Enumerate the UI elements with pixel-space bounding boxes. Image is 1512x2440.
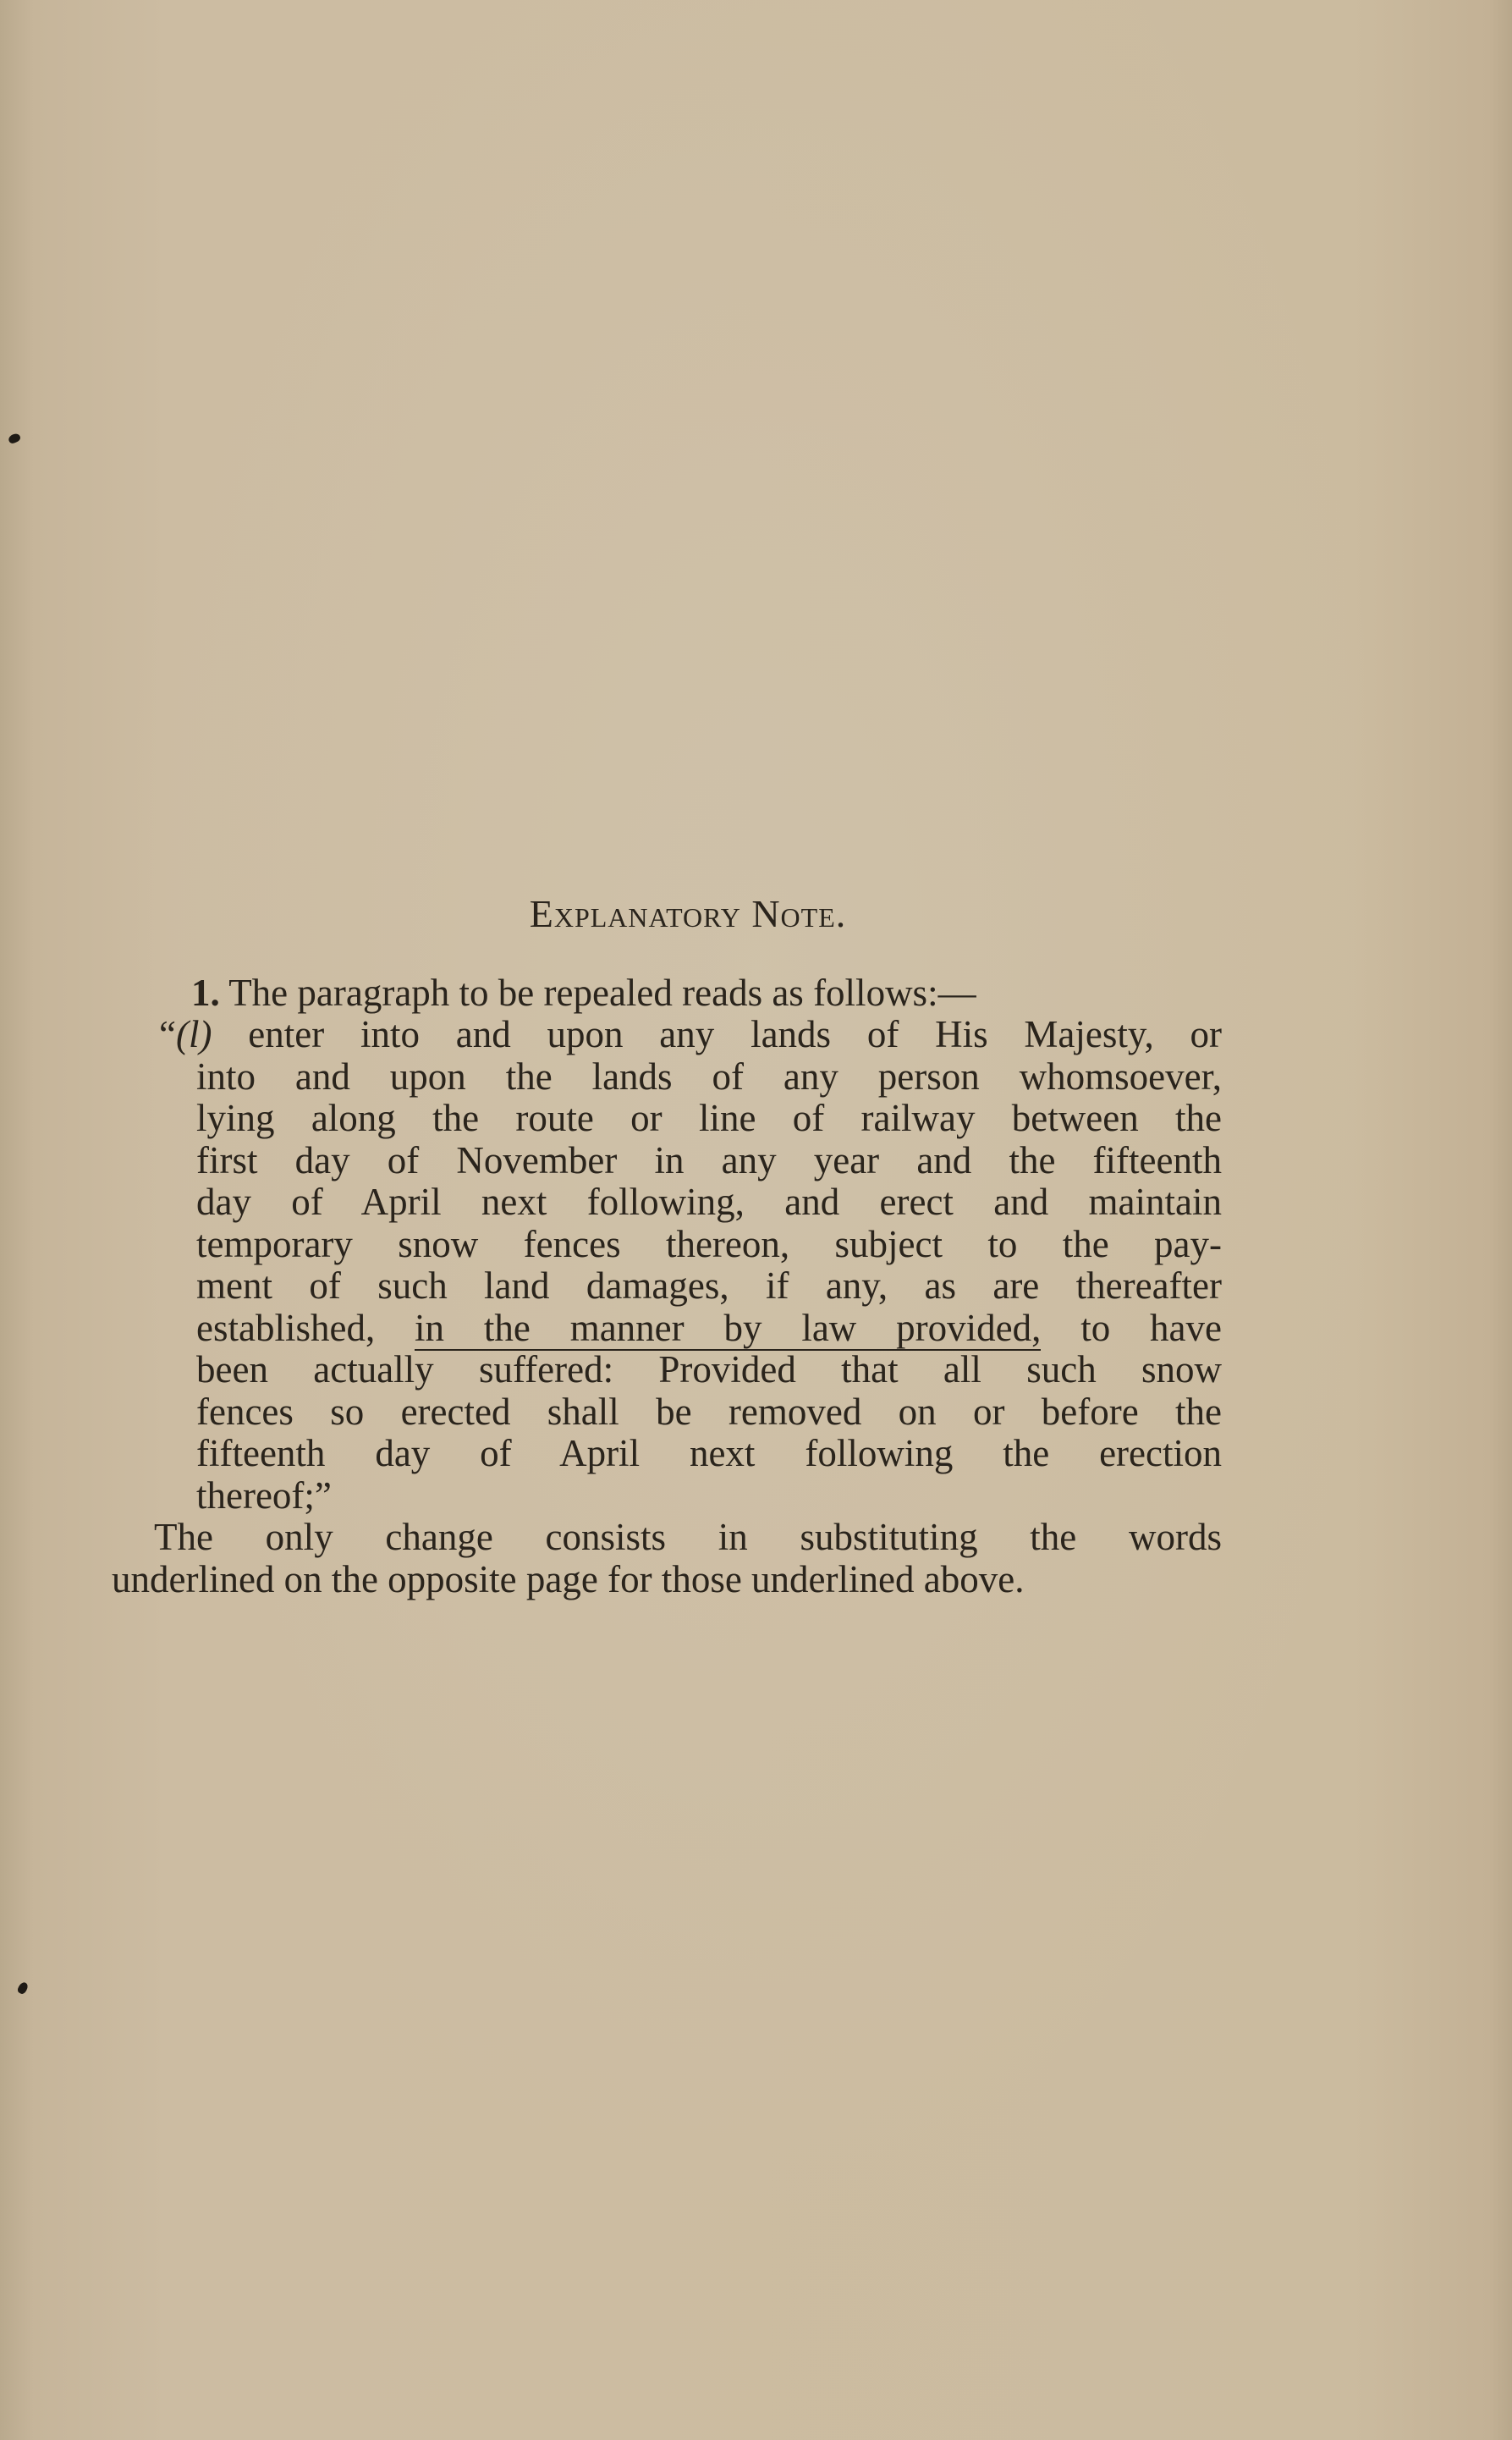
intro-text: The paragraph to be repealed reads as follows:— (228, 971, 976, 1014)
quote-line: “(l) enter into and upon any lands of His Majesty, or (159, 1013, 1222, 1055)
binding-hole-mark (16, 1980, 30, 1995)
quote-line: into and upon the lands of any person whomsoever, (196, 1055, 1222, 1098)
quote-line: been actually suffered: Provided that all such snow (196, 1348, 1222, 1391)
section-number: 1. (191, 971, 220, 1014)
closing-line: underlined on the opposite page for those underlined above. (112, 1557, 1025, 1600)
quote-line: thereof;” (196, 1473, 332, 1517)
quote-line: fences so erected shall be removed on or before the (196, 1390, 1222, 1433)
quote-line: day of April next following, and erect and maintain (196, 1181, 1222, 1223)
note-title: Explanatory Note. (529, 892, 847, 935)
quote-line-underlined: established, in the manner by law provided, to have (196, 1306, 1222, 1349)
quote-label: (l) (175, 1013, 212, 1055)
closing-line: The only change consists in substituting the words (154, 1516, 1222, 1558)
closing-paragraph (112, 1516, 1222, 1600)
quote-line: ment of such land damages, if any, as are thereafter (196, 1264, 1222, 1307)
quote-line: first day of November in any year and the fifteenth (196, 1138, 1222, 1181)
underlined-phrase: in the manner by law provided, (415, 1306, 1042, 1349)
quoted-paragraph (154, 1014, 1222, 1517)
intro-paragraph (154, 972, 1222, 1015)
quote-line: lying along the route or line of railway between the (196, 1097, 1222, 1139)
quote-line: fifteenth day of April next following the erection (196, 1432, 1222, 1474)
quote-open-mark: “ (159, 1013, 176, 1055)
binding-hole-mark (8, 432, 22, 445)
quote-line: temporary snow fences thereon, subject to the pay- (196, 1222, 1222, 1265)
explanatory-note (112, 892, 1222, 1600)
